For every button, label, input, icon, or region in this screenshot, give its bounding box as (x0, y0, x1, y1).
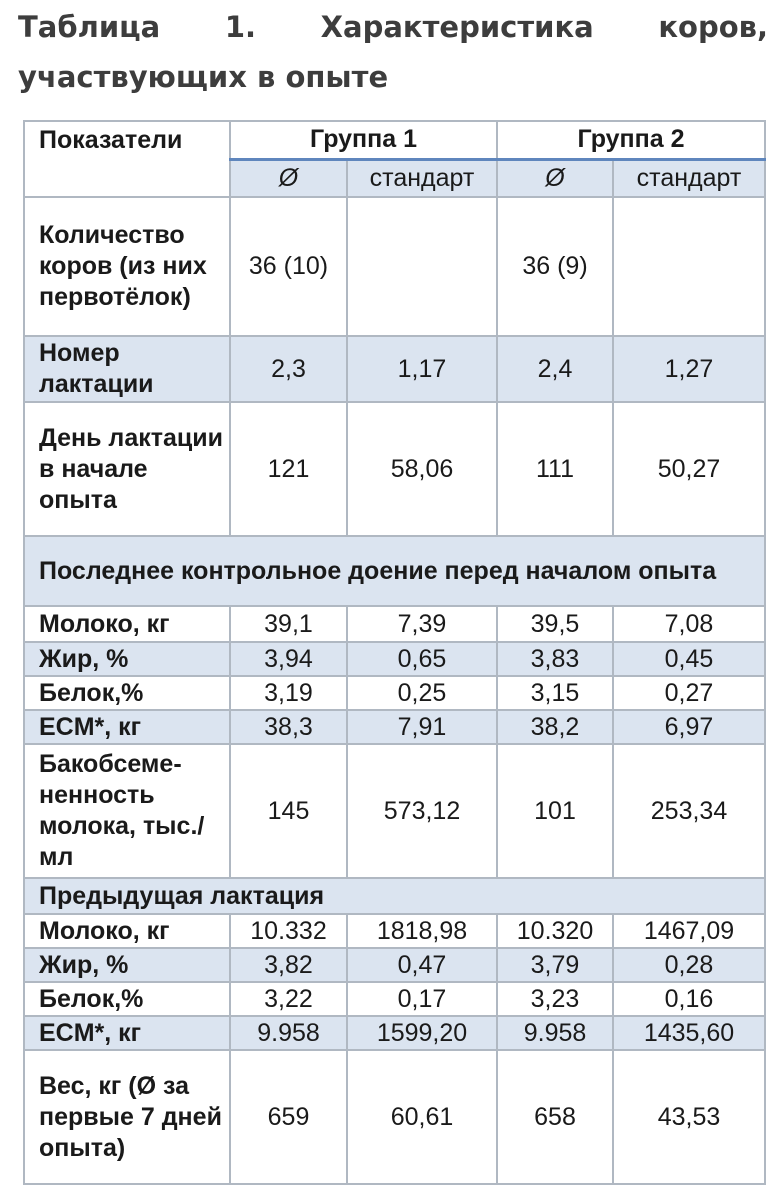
cell-g1-std: 1599,20 (347, 1016, 497, 1050)
cell-g1-mean: 3,94 (230, 642, 347, 676)
cell-g2-mean: 101 (497, 744, 613, 878)
cell-g2-mean: 38,2 (497, 710, 613, 744)
cell-g1-std: 7,39 (347, 606, 497, 642)
table-row (24, 1016, 765, 1050)
row-label: Бакобсеме-ненность молока, тыс./мл (24, 744, 230, 878)
row-label: Вес, кг (Ø за первые 7 дней опыта) (24, 1050, 230, 1184)
row-label: Номер лактации (24, 336, 230, 402)
cell-g1-mean: 121 (230, 402, 347, 536)
table-row (24, 642, 765, 676)
row-label: Молоко, кг (24, 914, 230, 948)
cell-g1-std: 573,12 (347, 744, 497, 878)
table-row (24, 744, 765, 878)
cell-g1-std: 7,91 (347, 710, 497, 744)
cell-g1-std (347, 197, 497, 336)
cell-g1-mean: 3,19 (230, 676, 347, 710)
cell-g1-std: 0,25 (347, 676, 497, 710)
cell-g2-mean: 658 (497, 1050, 613, 1184)
header-g2-mean: Ø (497, 159, 613, 197)
cell-g1-mean: 145 (230, 744, 347, 878)
section-title: Последнее контрольное доение перед началом опыта (24, 536, 765, 606)
cell-g2-mean: 9.958 (497, 1016, 613, 1050)
table-caption: Таблица 1. Характеристика коров, участвующих в опыте (18, 10, 768, 94)
header-group-2: Группа 2 (497, 121, 765, 159)
cell-g2-std: 253,34 (613, 744, 765, 878)
cell-g2-std: 0,27 (613, 676, 765, 710)
row-label: Белок,% (24, 982, 230, 1016)
row-label: ECM*, кг (24, 1016, 230, 1050)
row-label: Жир, % (24, 948, 230, 982)
cell-g2-std: 6,97 (613, 710, 765, 744)
header-g2-std: стандарт (613, 159, 765, 197)
cell-g2-std: 1435,60 (613, 1016, 765, 1050)
cell-g2-std (613, 197, 765, 336)
row-label: Белок,% (24, 676, 230, 710)
cell-g2-mean: 10.320 (497, 914, 613, 948)
cell-g2-mean: 3,79 (497, 948, 613, 982)
cell-g1-mean: 39,1 (230, 606, 347, 642)
header-indicator: Показатели (24, 121, 230, 197)
cell-g2-mean: 3,83 (497, 642, 613, 676)
cell-g1-std: 60,61 (347, 1050, 497, 1184)
header-g1-mean: Ø (230, 159, 347, 197)
cell-g1-std: 58,06 (347, 402, 497, 536)
cell-g2-std: 43,53 (613, 1050, 765, 1184)
cell-g1-mean: 10.332 (230, 914, 347, 948)
cell-g2-std: 0,45 (613, 642, 765, 676)
table-row (24, 606, 765, 642)
cell-g2-mean: 3,15 (497, 676, 613, 710)
cell-g1-mean: 9.958 (230, 1016, 347, 1050)
header-group-1: Группа 1 (230, 121, 497, 159)
cell-g1-std: 1818,98 (347, 914, 497, 948)
cell-g2-mean: 3,23 (497, 982, 613, 1016)
row-label: Молоко, кг (24, 606, 230, 642)
cell-g2-std: 7,08 (613, 606, 765, 642)
row-label: Количество коров (из них первотёлок) (24, 197, 230, 336)
cell-g2-mean: 111 (497, 402, 613, 536)
cell-g2-mean: 2,4 (497, 336, 613, 402)
cell-g1-mean: 2,3 (230, 336, 347, 402)
cell-g2-std: 0,28 (613, 948, 765, 982)
table-row (24, 402, 765, 536)
cell-g1-mean: 659 (230, 1050, 347, 1184)
section-row (24, 878, 765, 914)
table-row (24, 914, 765, 948)
table-row (24, 948, 765, 982)
cell-g2-mean: 39,5 (497, 606, 613, 642)
table-row (24, 676, 765, 710)
table-row (24, 1050, 765, 1184)
cell-g1-std: 0,17 (347, 982, 497, 1016)
header-g1-std: стандарт (347, 159, 497, 197)
cell-g1-mean: 38,3 (230, 710, 347, 744)
cow-characteristics-table (23, 120, 766, 1185)
cell-g1-std: 1,17 (347, 336, 497, 402)
cell-g2-std: 50,27 (613, 402, 765, 536)
table-row (24, 710, 765, 744)
cell-g2-mean: 36 (9) (497, 197, 613, 336)
cell-g1-std: 0,65 (347, 642, 497, 676)
section-title: Предыдущая лактация (24, 878, 765, 914)
cell-g2-std: 1467,09 (613, 914, 765, 948)
cell-g1-std: 0,47 (347, 948, 497, 982)
cell-g2-std: 0,16 (613, 982, 765, 1016)
table-row (24, 197, 765, 336)
row-label: Жир, % (24, 642, 230, 676)
cell-g1-mean: 36 (10) (230, 197, 347, 336)
table-row (24, 336, 765, 402)
row-label: ECM*, кг (24, 710, 230, 744)
cell-g2-std: 1,27 (613, 336, 765, 402)
row-label: День лактации в начале опыта (24, 402, 230, 536)
cell-g1-mean: 3,82 (230, 948, 347, 982)
cell-g1-mean: 3,22 (230, 982, 347, 1016)
section-row (24, 536, 765, 606)
table-row (24, 982, 765, 1016)
